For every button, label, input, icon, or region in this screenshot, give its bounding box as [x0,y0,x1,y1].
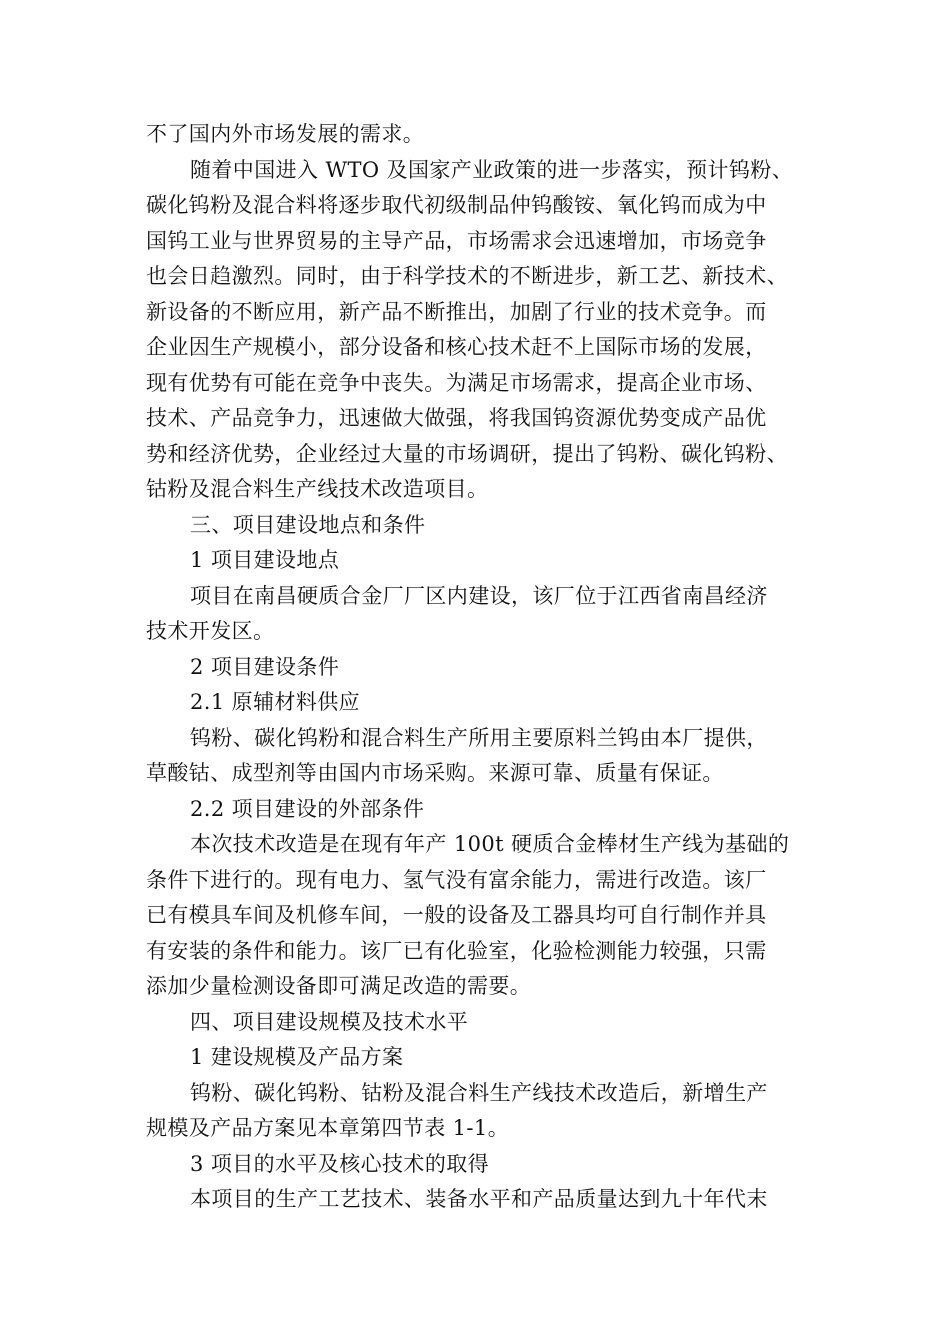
paragraph-start-line: 钨粉、碳化钨粉和混合料生产所用主要原料兰钨由本厂提供， [190,725,768,750]
text-line: 碳化钨粉及混合料将逐步取代初级制品仲钨酸铵、氧化钨而成为中 [146,193,767,217]
text-line: 草酸钴、成型剂等由国内市场采购。来源可靠、质量有保证。 [146,761,724,785]
text-line: 国钨工业与世界贸易的主导产品，市场需求会迅速增加，市场竞争 [146,228,767,253]
paragraph-start-line: 本次技术改造是在现有年产 100t 硬质合金棒材生产线为基础的 [190,832,790,856]
subsection-heading: 2.2 项目建设的外部条件 [190,796,425,821]
text-line: 钴粉及混合料生产线技术改造项目。 [146,477,489,501]
document-body [146,117,826,1218]
text-line: 技术、产品竞争力，迅速做大做强，将我国钨资源优势变成产品优 [146,406,767,430]
text-line: 已有模具车间及机修车间，一般的设备及工器具均可自行制作并具 [146,903,767,927]
paragraph-start-line: 本项目的生产工艺技术、装备水平和产品质量达到九十年代末 [190,1187,768,1211]
text-line: 不了国内外市场发展的需求。 [146,122,425,146]
text-line: 添加少量检测设备即可满足改造的需要。 [146,974,532,998]
text-line: 现有优势有可能在竞争中丧失。为满足市场需求，提高企业市场、 [146,370,767,395]
text-line: 也会日趋激烈。同时，由于科学技术的不断进步，新工艺、新技术、 [146,264,788,288]
section-heading: 三、项目建设地点和条件 [190,512,426,537]
text-line: 新设备的不断应用，新产品不断推出，加剧了行业的技术竞争。而 [146,299,767,324]
text-line: 企业因生产规模小，部分设备和核心技术赶不上国际市场的发展， [146,335,767,359]
text-line: 规模及产品方案见本章第四节表 1-1。 [146,1116,510,1140]
subsection-heading: 1 项目建设地点 [190,548,340,572]
paragraph-start-line: 随着中国进入 WTO 及国家产业政策的进一步落实，预计钨粉、 [190,157,794,182]
paragraph-start-line: 钨粉、碳化钨粉、钴粉及混合料生产线技术改造后，新增生产 [190,1080,768,1105]
text-line: 条件下进行的。现有电力、氢气没有富余能力，需进行改造。该厂 [146,867,767,892]
subsection-heading: 2.1 原辅材料供应 [190,690,361,714]
paragraph-start-line: 项目在南昌硬质合金厂厂区内建设，该厂位于江西省南昌经济 [190,583,768,608]
subsection-heading: 1 建设规模及产品方案 [190,1045,404,1069]
subsection-heading: 2 项目建设条件 [190,654,340,679]
text-line: 势和经济优势，企业经过大量的市场调研，提出了钨粉、碳化钨粉、 [146,441,788,466]
subsection-heading: 3 项目的水平及核心技术的取得 [190,1151,490,1176]
text-line: 技术开发区。 [146,619,275,643]
section-heading: 四、项目建设规模及技术水平 [190,1009,469,1034]
text-line: 有安装的条件和能力。该厂已有化验室，化验检测能力较强，只需 [146,938,767,963]
